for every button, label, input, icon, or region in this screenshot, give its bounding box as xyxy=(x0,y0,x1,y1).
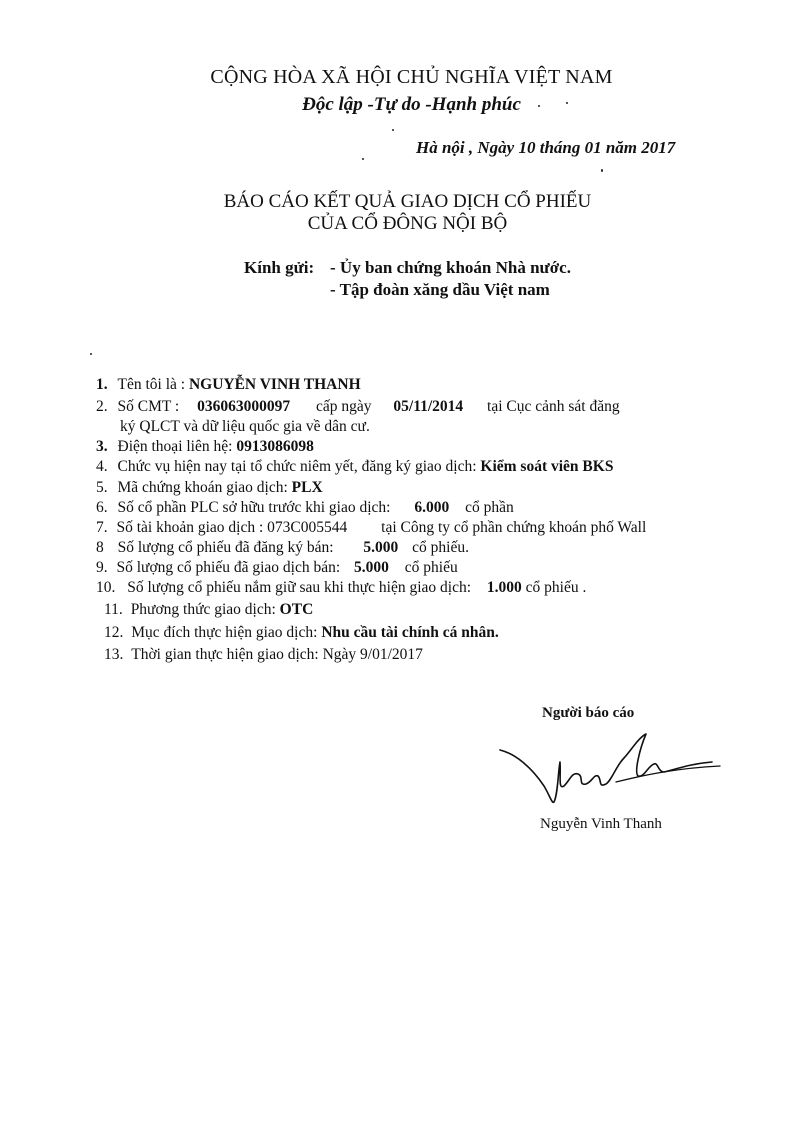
scan-speck xyxy=(601,169,603,172)
item-number: 4. xyxy=(96,458,108,475)
item-text: Điện thoại liên hệ: xyxy=(117,438,237,455)
item-text: Số cổ phần PLC sở hữu trước khi giao dịch: xyxy=(117,499,391,516)
item-10 xyxy=(96,579,586,597)
item-12 xyxy=(104,624,499,642)
item-2-continuation: ký QLCT và dữ liệu quốc gia về dân cư. xyxy=(120,418,370,435)
item-11 xyxy=(104,601,313,619)
item-value: Nhu cầu tài chính cá nhân. xyxy=(321,624,499,641)
item-text: Thời gian thực hiện giao dịch: Ngày 9/01/2017 xyxy=(131,646,423,663)
item-5 xyxy=(96,479,323,497)
scan-speck xyxy=(392,129,394,131)
scan-speck xyxy=(362,158,364,160)
item-number: 1. xyxy=(96,376,108,393)
item-2 xyxy=(96,398,620,416)
nation-heading: CỘNG HÒA XÃ HỘI CHỦ NGHĨA VIỆT NAM xyxy=(210,66,613,88)
recipients-label: Kính gửi: xyxy=(244,258,315,277)
item-number: 10. xyxy=(96,579,116,596)
scan-speck xyxy=(90,353,92,355)
item-text: Số tài khoản giao dịch : 073C005544 xyxy=(116,519,348,536)
scan-speck xyxy=(538,105,540,107)
report-title: BÁO CÁO KẾT QUẢ GIAO DỊCH CỔ PHIẾU xyxy=(223,191,592,212)
item-text: Số lượng cổ phiếu nắm giữ sau khi thực hiện giao dịch: xyxy=(127,579,472,596)
item-value: 1.000 xyxy=(486,579,522,596)
item-number: 13. xyxy=(104,646,124,663)
report-subtitle: CỦA CỔ ĐÔNG NỘI BỘ xyxy=(307,213,508,234)
item-text-2: cổ phiếu. xyxy=(412,539,469,556)
item-number: 3. xyxy=(96,438,108,455)
item-value: Kiểm soát viên BKS xyxy=(480,458,614,475)
item-number: 7. xyxy=(96,519,108,536)
item-4 xyxy=(96,458,613,476)
item-text-2: cổ phiếu xyxy=(404,559,458,576)
item-value: NGUYỄN VINH THANH xyxy=(188,376,361,393)
item-6 xyxy=(96,499,514,517)
item-text: Số lượng cổ phiếu đã đăng ký bán: xyxy=(117,539,334,556)
item-text: Số lượng cổ phiếu đã giao dịch bán: xyxy=(116,559,341,576)
item-9 xyxy=(96,559,458,577)
item-text: Mục đích thực hiện giao dịch: xyxy=(131,624,322,641)
item-value: 6.000 xyxy=(414,499,450,516)
document-date: Hà nội , Ngày 10 tháng 01 năm 2017 xyxy=(416,138,676,157)
item-text: Chức vụ hiện nay tại tổ chức niêm yết, đăng ký giao dịch: xyxy=(117,458,481,475)
item-number: 6. xyxy=(96,499,108,516)
item-number: 5. xyxy=(96,479,108,496)
item-7 xyxy=(96,519,646,537)
item-value: 036063000097 xyxy=(197,398,291,415)
item-text: Số CMT : xyxy=(117,398,180,415)
item-3 xyxy=(96,438,314,456)
item-number: 12. xyxy=(104,624,124,641)
item-number: 9. xyxy=(96,559,108,576)
item-text: Mã chứng khoán giao dịch: xyxy=(117,479,292,496)
item-text-3: tại Cục cảnh sát đăng xyxy=(487,398,620,415)
item-number: 11. xyxy=(104,601,123,618)
item-8 xyxy=(96,539,469,557)
recipient-1: - Ủy ban chứng khoán Nhà nước. xyxy=(330,258,571,277)
motto: Độc lập -Tự do -Hạnh phúc xyxy=(302,94,521,115)
item-text: Phương thức giao dịch: xyxy=(130,601,280,618)
handwritten-signature xyxy=(498,728,728,818)
recipient-2: - Tập đoàn xăng dầu Việt nam xyxy=(330,280,550,299)
item-value: PLX xyxy=(291,479,323,496)
item-value: 0913086098 xyxy=(236,438,314,455)
item-value: 5.000 xyxy=(354,559,389,576)
item-number: 2. xyxy=(96,398,108,415)
signer-name: Nguyễn Vinh Thanh xyxy=(540,816,662,832)
item-1 xyxy=(96,376,361,394)
item-value: OTC xyxy=(279,601,314,618)
item-text-2: cổ phiếu . xyxy=(525,579,587,596)
item-number: 8 xyxy=(96,539,104,556)
item-text-2: cổ phần xyxy=(465,499,514,516)
item-value: 5.000 xyxy=(363,539,399,556)
signer-title: Người báo cáo xyxy=(542,705,635,721)
item-text-2: cấp ngày xyxy=(316,398,372,415)
item-value-2: 05/11/2014 xyxy=(393,398,464,415)
item-13 xyxy=(104,646,423,664)
scan-speck xyxy=(566,102,568,104)
item-text: Tên tôi là : xyxy=(117,376,189,393)
item-text-2: tại Công ty cổ phần chứng khoán phố Wall xyxy=(381,519,647,536)
